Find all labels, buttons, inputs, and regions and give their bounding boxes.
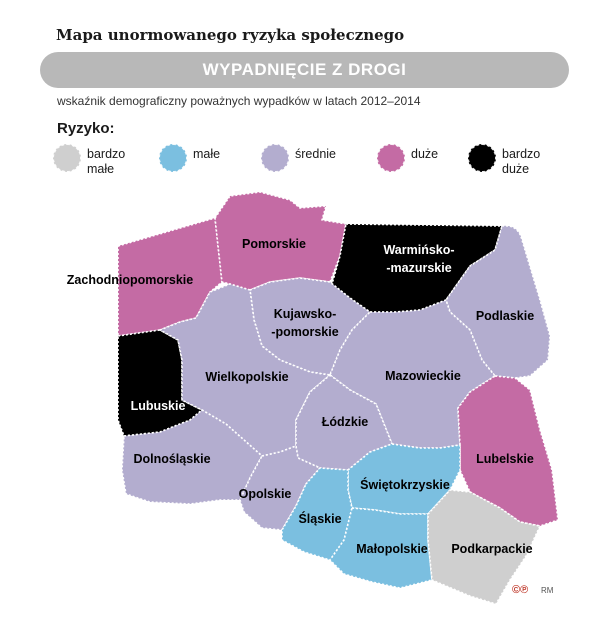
banner-text: WYPADNIĘCIE Z DROGI — [202, 60, 407, 79]
label-lubelskie: Lubelskie — [476, 452, 534, 466]
label-podlaskie: Podlaskie — [475, 309, 535, 323]
label-podkarpackie: Podkarpackie — [451, 542, 533, 556]
label-kujawsko-pomorskie-line2: -pomorskie — [271, 325, 339, 339]
legend-label: bardzo duże — [502, 147, 541, 176]
label-opolskie: Opolskie — [238, 487, 292, 501]
label-slaskie: Śląskie — [298, 512, 342, 526]
label-mazowieckie: Mazowieckie — [385, 369, 461, 383]
legend-label: małe — [193, 147, 221, 161]
label-warminsko-mazurskie-line1: Warmińsko- — [383, 243, 455, 257]
legend-title: Ryzyko: — [57, 120, 115, 137]
label-wielkopolskie: Wielkopolskie — [205, 370, 289, 384]
legend-label: duże — [411, 147, 439, 161]
label-warminsko-mazurskie-line2: -mazurskie — [386, 261, 452, 275]
label-kujawsko-pomorskie-line1: Kujawsko- — [273, 307, 337, 321]
label-zachodniopomorskie: Zachodniopomorskie — [66, 273, 194, 287]
label-swietokrzyskie: Świętokrzyskie — [360, 478, 450, 492]
label-lubuskie: Lubuskie — [130, 399, 186, 413]
label-lodzkie: Łódzkie — [321, 415, 369, 429]
label-pomorskie: Pomorskie — [242, 237, 306, 251]
legend-label: średnie — [295, 147, 336, 161]
subtitle: wskaźnik demograficzny poważnych wypadków w latach 2012–2014 — [57, 94, 421, 108]
author-credit: RM — [541, 586, 554, 595]
map-title: Mapa unormowanego ryzyka społecznego — [56, 26, 405, 44]
label-dolnoslaskie: Dolnośląskie — [133, 452, 211, 466]
publisher-logo: ©℗ — [512, 584, 529, 596]
legend-label: bardzo małe — [87, 147, 126, 176]
label-malopolskie: Małopolskie — [356, 542, 428, 556]
